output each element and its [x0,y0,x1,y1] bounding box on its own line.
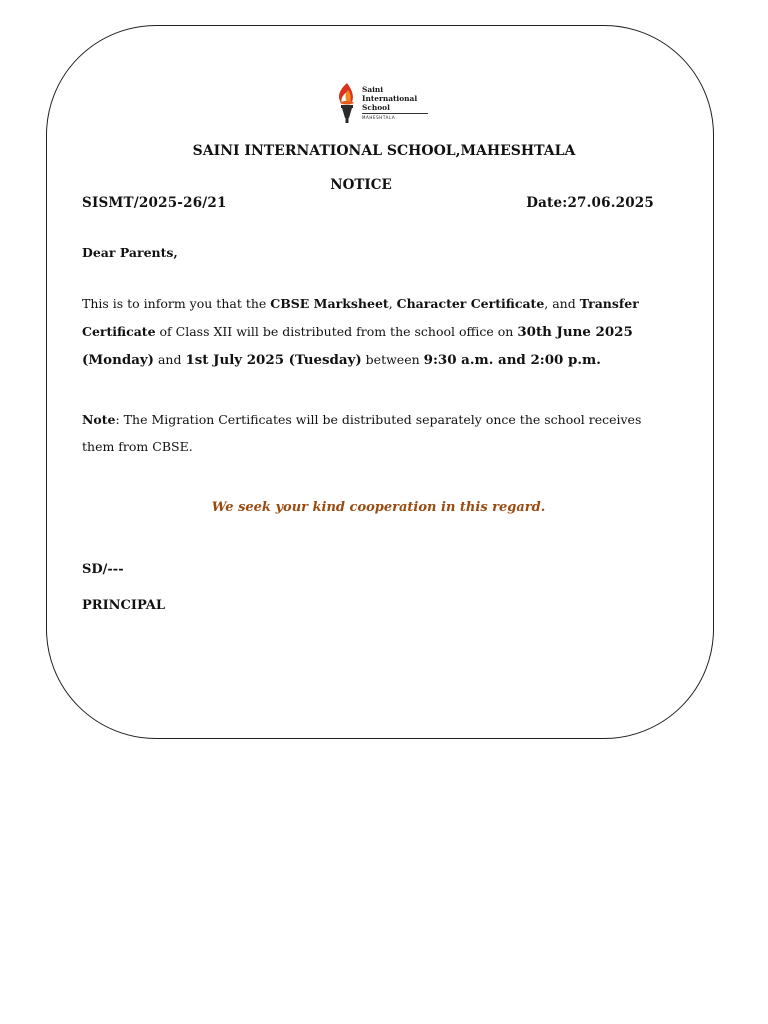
notice-date: Date:27.06.2025 [526,195,654,211]
salutation: Dear Parents, [82,245,178,260]
character-certificate-text: Character Certificate [396,296,545,311]
logo-wordmark: Saini International School [362,85,418,112]
notice-title: NOTICE [330,177,392,193]
notice-body: This is to inform you that the CBSE Marksheet, Character Certificate, and Transfer Certificate of Class XII will be distributed from the school office on 30th June 2025 (Monday) and 1st July 2025 (Tuesday) between 9:30 a.m. and 2:00 p.m. [82,296,639,368]
timing-text: 9:30 a.m. and 2:00 p.m. [423,352,601,368]
note-label: Note [82,412,116,427]
reference-number: SISMT/2025-26/21 [82,195,227,211]
logo-subtitle: MAHESHTALA [362,115,396,120]
transfer-certificate-text: Transfer Certificate [82,296,639,339]
date-one-text: 30th June 2025 (Monday) [82,323,633,368]
notice-frame [46,25,714,739]
note-paragraph: Note: The Migration Certificates will be distributed separately once the school receives them from CBSE. [82,412,642,454]
signature-mark: SD/--- [82,562,124,577]
designation: PRINCIPAL [82,598,166,613]
logo-divider [362,113,428,114]
torch-icon [334,82,360,124]
cooperation-line: We seek your kind cooperation in this regard. [211,500,546,515]
date-two-text: 1st July 2025 (Tuesday) [185,352,362,368]
marksheet-text: CBSE Marksheet [270,296,389,311]
school-logo [334,82,430,124]
school-name: SAINI INTERNATIONAL SCHOOL,MAHESHTALA [192,143,576,159]
